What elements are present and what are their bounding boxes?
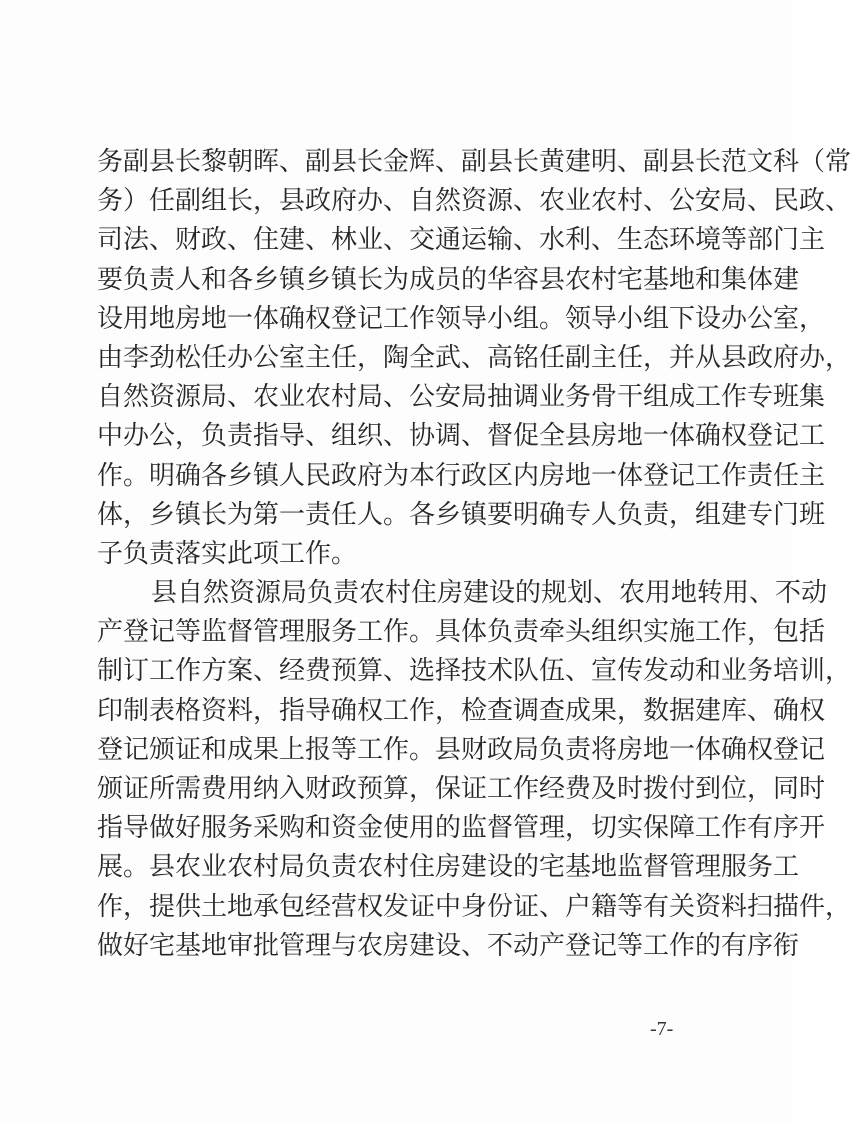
text-line: 颁证所需费用纳入财政预算，保证工作经费及时拨付到位，同时: [97, 774, 826, 804]
text-line: 产登记等监督管理服务工作。具体负责牵头组织实施工作，包括: [97, 617, 826, 648]
text-line: 中办公，负责指导、组织、协调、督促全县房地一体确权登记工: [97, 421, 826, 452]
text-line: 制订工作方案、经费预算、选择技术队伍、宣传发动和业务培训，: [97, 656, 851, 687]
paragraph: [97, 574, 851, 966]
text-line: 务副县长黎朝晖、副县长金辉、副县长黄建明、副县长范文科（常: [97, 147, 851, 177]
text-line: 作，提供土地承包经营权发证中身份证、户籍等有关资料扫描件，: [97, 891, 851, 922]
text-line: 自然资源局、农业农村局、公安局抽调业务骨干组成工作专班集: [97, 382, 826, 413]
text-line: 要负责人和各乡镇乡镇长为成员的华容县农村宅基地和集体建: [97, 264, 800, 295]
text-line: 体，乡镇长为第一责任人。各乡镇要明确专人负责，组建专门班: [97, 499, 826, 530]
text-line: 务）任副组长，县政府办、自然资源、农业农村、公安局、民政、: [97, 186, 851, 217]
paragraph: [97, 143, 851, 574]
text-line: 展。县农业农村局负责农村住房建设的宅基地监督管理服务工: [97, 852, 800, 883]
text-line: 指导做好服务采购和资金使用的监督管理，切实保障工作有序开: [97, 813, 826, 844]
text-line: 司法、财政、住建、林业、交通运输、水利、生态环境等部门主: [97, 225, 826, 256]
body-text: [97, 143, 851, 966]
text-line: 设用地房地一体确权登记工作领导小组。领导小组下设办公室，: [97, 303, 826, 334]
page-number: -7-: [650, 1018, 674, 1040]
text-line: 由李劲松任办公室主任，陶全武、高铭任副主任，并从县政府办，: [97, 342, 851, 373]
text-line: 县自然资源局负责农村住房建设的规划、农用地转用、不动: [151, 578, 828, 609]
text-line: 做好宅基地审批管理与农房建设、不动产登记等工作的有序衔: [97, 930, 800, 961]
text-line: 登记颁证和成果上报等工作。县财政局负责将房地一体确权登记: [97, 734, 826, 765]
text-line: 子负责落实此项工作。: [97, 538, 358, 569]
text-line: 作。明确各乡镇人民政府为本行政区内房地一体登记工作责任主: [97, 460, 826, 491]
text-line: 印制表格资料，指导确权工作，检查调查成果，数据建库、确权: [97, 695, 826, 726]
